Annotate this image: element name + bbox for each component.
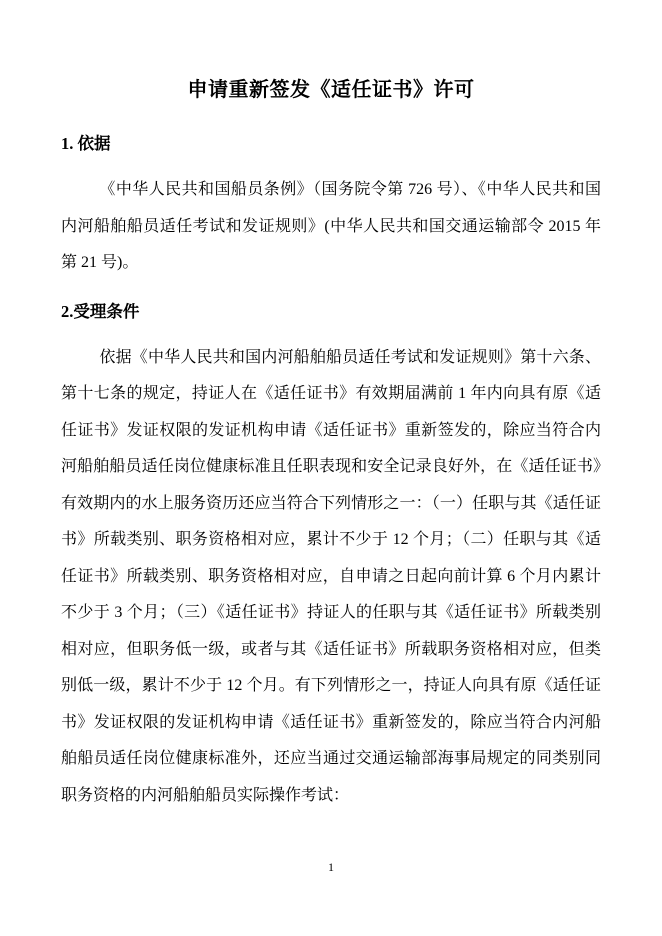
section-1-heading: 1. 依据 — [61, 134, 111, 153]
section-2-paragraph: 依据《中华人民共和国内河船舶船员适任考试和发证规则》第十六条、第十七条的规定，持证人在《适任证书》有效期届满前 1 年内向具有原《适任证书》发证权限的发证机构申请《适任证书》重新签发的，除应当符合内河船舶船员适任岗位健康标准且任职表现和安全记录良好外，在《适任证书》有效期内的水上服务资历还应当符合下列情形之一：（一）任职与其《适任证书》所载类别、职务资格相对应，累计不少于 12 个月；（二）任职与其《适任证书》所载类别、职务资格相对应，自申请之日起向前计算 6 个月内累计不少于 3 个月；（三）《适任证书》持证人的任职与其《适任证书》所载类别相对应，但职务低一级，或者与其《适任证书》所载职务资格相对应，但类别低一级，累计不少于 12 个月。有下列情形之一，持证人向具有原《适任证书》发证权限的发证机构申请《适任证书》重新签发的，除应当符合内河船舶船员适任岗位健康标准外，还应当通过交通运输部海事局规定的同类别同职务资格的内河船舶船员实际操作考试： — [61, 348, 601, 804]
section-1-paragraph: 《中华人民共和国船员条例》（国务院令第 726 号）、《中华人民共和国内河船舶船员适任考试和发证规则》(中华人民共和国交通运输部令 2015 年第 21 号)。 — [61, 181, 601, 271]
section-2-heading: 2.受理条件 — [61, 301, 140, 321]
page-number: 1 — [328, 860, 334, 874]
document-title: 申请重新签发《适任证书》许可 — [187, 79, 475, 101]
